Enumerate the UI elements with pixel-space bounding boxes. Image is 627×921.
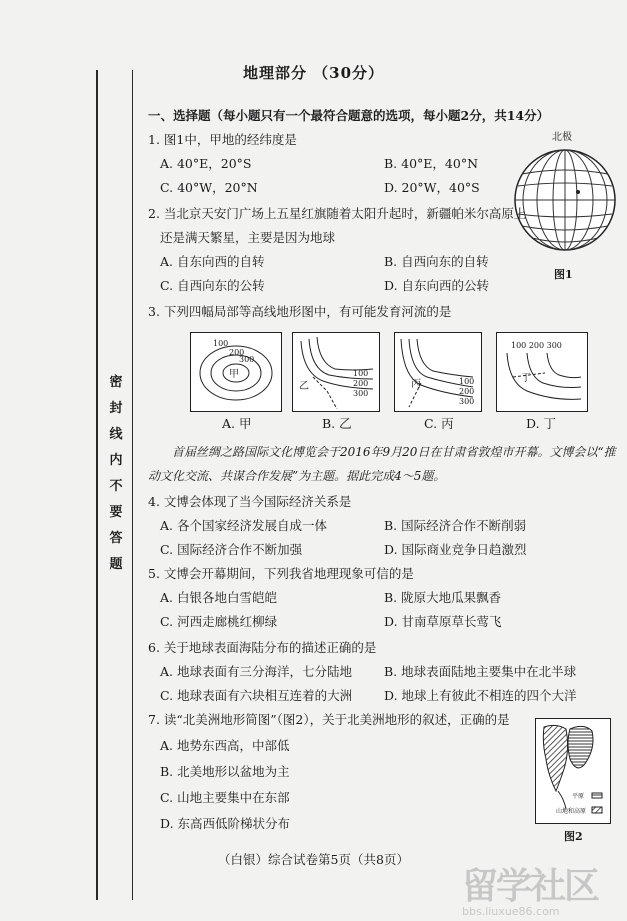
map-b-label-200: 200	[353, 379, 369, 388]
north-pole-label: 北极	[552, 132, 572, 143]
map-b-label-300: 300	[353, 389, 369, 398]
q2-option-d[interactable]: D. 自东向西的公转	[384, 278, 490, 293]
q5-option-d[interactable]: D. 甘南草原草长莺飞	[384, 614, 502, 629]
q1-option-c[interactable]: C. 40°W，20°N	[160, 180, 258, 195]
q5-option-a[interactable]: A. 白银各地白雪皑皑	[160, 590, 277, 605]
q1-option-d[interactable]: D. 20°W，40°S	[384, 180, 480, 195]
q4-option-d[interactable]: D. 国际商业竞争日趋激烈	[384, 542, 527, 557]
q2-stem-line2: 还是满天繁星，主要是因为地球	[160, 230, 336, 245]
watermark	[462, 858, 598, 918]
map-b-place: 乙	[299, 381, 309, 392]
q7-stem: 7. 读“北美洲地形简图”（图2），关于北美洲地形的叙述，正确的是	[148, 712, 510, 727]
q4-stem: 4. 文博会体现了当今国际经济关系是	[148, 494, 352, 509]
q6-option-d[interactable]: D. 地球上有彼此不相连的四个大洋	[384, 688, 577, 703]
map-a-label-200: 200	[229, 348, 245, 357]
figure-1-globe	[510, 128, 620, 281]
q7-option-d[interactable]: D. 东高西低阶梯状分布	[160, 816, 291, 831]
map-d-top-labels: 100 200 300	[511, 341, 562, 350]
q3-stem: 3. 下列四幅局部等高线地形图中，有可能发育河流的是	[148, 304, 452, 319]
binding-line-right	[132, 70, 133, 900]
q7-option-b[interactable]: B. 北美地形以盆地为主	[160, 764, 290, 779]
q1-option-a[interactable]: A. 40°E，20°S	[160, 156, 252, 171]
passage-line1: 首届丝绸之路国际文化博览会于2016年9月20日在甘肃省敦煌市开幕。文博会以“推	[172, 445, 616, 459]
watermark-logo-text: 留学社区	[462, 866, 599, 907]
q5-stem: 5. 文博会开幕期间，下列我省地理现象可信的是	[148, 566, 414, 581]
map-c-label-100: 100	[459, 377, 475, 386]
legend-plain: 平原	[572, 793, 585, 800]
map-a-label-100: 100	[213, 339, 229, 348]
section-heading: 一、选择题（每小题只有一个最符合题意的选项，每小题2分，共14分）	[148, 108, 550, 123]
q5-option-b[interactable]: B. 陇原大地瓜果飘香	[384, 590, 502, 605]
map-a-place: 甲	[229, 369, 239, 380]
q6-option-b[interactable]: B. 地球表面陆地主要集中在北半球	[384, 664, 577, 679]
q1-stem: 1. 图1中，甲地的经纬度是	[148, 132, 297, 147]
contour-map-c	[394, 332, 482, 412]
q5-option-c[interactable]: C. 河西走廊桃红柳绿	[160, 614, 278, 629]
q3-option-b[interactable]: B. 乙	[322, 416, 352, 431]
page-footer: （白银）综合试卷第5页（共8页）	[218, 852, 409, 867]
q7-option-a[interactable]: A. 地势东西高，中部低	[160, 738, 290, 753]
q2-option-c[interactable]: C. 自西向东的公转	[160, 278, 265, 293]
q2-option-b[interactable]: B. 自西向东的自转	[384, 254, 489, 269]
q1-option-b[interactable]: B. 40°E，40°N	[384, 156, 479, 171]
q6-stem: 6. 关于地球表面海陆分布的描述正确的是	[148, 640, 377, 655]
figure-2-caption: 图2	[564, 830, 583, 843]
figure-1-caption: 图1	[554, 268, 573, 281]
q7-option-c[interactable]: C. 山地主要集中在东部	[160, 790, 290, 805]
page-title: 地理部分 （30分）	[242, 64, 385, 82]
figure-2-north-america-map	[535, 718, 611, 824]
map-b-label-100: 100	[353, 369, 369, 378]
binding-warning: 密 封 线 内 不 要 答 题	[109, 375, 123, 572]
q4-option-c[interactable]: C. 国际经济合作不断加强	[160, 542, 303, 557]
q4-option-a[interactable]: A. 各个国家经济发展自成一体	[160, 518, 327, 533]
q2-stem-line1: 2. 当北京天安门广场上五星红旗随着太阳升起时，新疆帕米尔高原上	[148, 206, 527, 221]
map-c-place: 丙	[411, 379, 421, 390]
contour-map-d	[496, 332, 588, 412]
map-a-label-300: 300	[239, 355, 255, 364]
watermark-url: bbs.liuxue86.com	[462, 905, 560, 918]
q4-option-b[interactable]: B. 国际经济合作不断削弱	[384, 518, 527, 533]
globe-graticule	[510, 140, 620, 270]
binding-line-left	[96, 70, 98, 900]
map-c-label-200: 200	[459, 387, 475, 396]
map-d-place: 丁	[521, 373, 531, 384]
legend-mountain: 山地和高原	[556, 808, 587, 815]
q2-option-a[interactable]: A. 自东向西的自转	[160, 254, 265, 269]
q6-option-a[interactable]: A. 地球表面有三分海洋，七分陆地	[160, 664, 352, 679]
contour-map-b	[292, 332, 380, 412]
contour-map-a	[190, 332, 282, 412]
q3-option-c[interactable]: C. 丙	[424, 416, 454, 431]
map-c-label-300: 300	[459, 397, 475, 406]
q6-option-c[interactable]: C. 地球表面有六块相互连着的大洲	[160, 688, 353, 703]
q3-option-d[interactable]: D. 丁	[526, 416, 557, 431]
passage-line2: 动文化交流、共谋合作发展”为主题。据此完成4～5题。	[148, 469, 446, 483]
q3-option-a[interactable]: A. 甲	[222, 416, 252, 431]
